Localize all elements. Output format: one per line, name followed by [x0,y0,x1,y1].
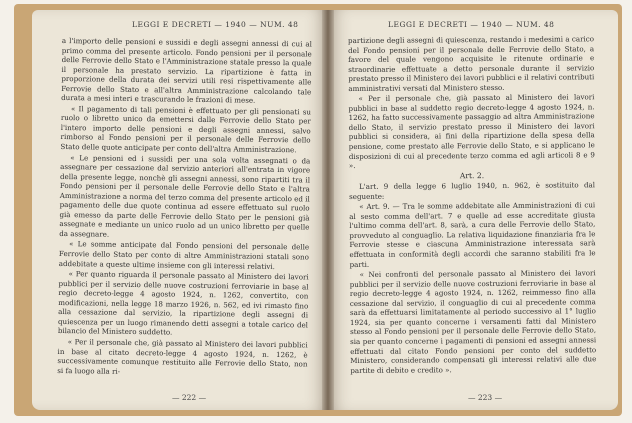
right-page-number: — 223 — [468,393,503,402]
left-paragraph: « Il pagamento di tali pensioni è effettuato per gli pensionati su ruolo o libretto unico da emettersi dalle Ferrovie dello Stato per l'intero importo delle pensioni e degli assegni annessi, salvo rimborso al Fondo pensioni per il personale delle Ferrovie dello Stato delle quote anticipate per conto dell'altra Amministrazione. [60,103,312,155]
left-paragraph: « Le somme anticipate dal Fondo pensioni del personale delle Ferrovie dello Stato per conto di altre Amministrazioni statali sono addebitate a queste ultime insieme con gli interessi relativi. [58,239,310,271]
left-page-text [57,36,312,380]
right-paragraph: « Art. 9. — Tra le somme addebitate alle Amministrazioni di cui al sesto comma dell'art. 7 e quelle ad esse accreditate giusta l'ultimo comma dell'art. 8, sarà, a cura delle Ferrovie dello Stato, provveduto al conguaglio. La relativa liquidazione finanziaria fra le Ferrovie stesse e ciascuna Amministrazione interessata sarà effettuata in conformità degli accordi che saranno stabiliti fra le parti. [349,200,596,269]
right-paragraph: « Per il personale che, già passato al Ministero dei lavori pubblici in base al suddetto regio decreto-legge 4 agosto 1924, n. 1262, ha fatto successivamente passaggio ad altra Amministrazione dello Stato, il servizio prestato presso il Ministero dei lavori pubblici si considera, ai fini della ripartizione della spesa della pensione, come prestato alle Ferrovie dello Stato, e si applicano le disposizioni di cui al precedente terzo comma ed agli articoli 8 e 9 ». [348,92,595,171]
left-paragraph: a l'importo delle pensioni e sussidi e degli assegni annessi di cui al primo comma del presente articolo. Fondo pensioni per il personale delle Ferrovie dello Stato e l'Amministrazione statale presso la quale il personale ha prestato servizio. La ripartizione è fatta in proporzione della durata dei servizi utili resi rispettivamente alle Ferrovie dello Stato e all'altra Amministrazione calcolando tale durata a mesi interi e trascurando le frazioni di mese. [61,36,312,105]
right-page [328,10,618,410]
left-page [32,10,328,410]
left-paragraph: « Per quanto riguarda il personale passato al Ministero dei lavori pubblici per il servizio delle nuove costruzioni ferroviarie in base al regio decreto-legge 4 agosto 1924, n. 1262, convertito, con modificazioni, nella legge 18 marzo 1926, n. 562, ed ivi rimasto fino alla cessazione dal servizio, la ripartizione degli assegni di quiescenza per un luogo rimanendo detti assegni a totale carico del bilancio del Ministero suddetto. [57,269,309,337]
right-page-text [348,34,596,376]
left-page-number: — 222 — [172,393,207,402]
right-paragraph: L'art. 9 della legge 6 luglio 1940, n. 962, è sostituito dal seguente: [349,180,596,201]
article-heading: Art. 2. [459,170,485,180]
left-running-header: LEGGI E DECRETI — 1940 — NUM. 48 [132,20,299,29]
left-paragraph: « Le pensioni ed i sussidi per una sola volta assegnati o da assegnare per cessazione dal servizio anteriori all'entrata in vigore della presente legge, nonchè gli assegni annessi, sono ripartiti tra il Fondo pensioni per il personale delle Ferrovie dello Stato e l'altra Amministrazione a norma del terzo comma del presente articolo ed il pagamento delle due quote continua ad essere effettuato sul ruolo già emesso da parte delle Ferrovie dello Stato per le pensioni già assegnate e mediante un unico ruolo ad un unico libretto per quelle da assegnare. [59,152,311,239]
right-paragraph: partizione degli assegni di quiescenza, restando i medesimi a carico del Fondo pensioni per il personale delle Ferrovie dello Stato, a favore del quale vengono acquisite le ritenute ordinarie e straordinarie effettuate a detto personale durante il servizio prestato presso il Ministero dei lavori pubblici e il relativi contributi amministrativi versati dal Ministero stesso. [348,34,595,93]
open-book [14,4,622,416]
right-paragraph: « Nei confronti del personale passato al Ministero dei lavori pubblici per il servizio delle nuove costruzioni ferroviarie in base al regio decreto-legge 4 agosto 1924, n. 1262, reimmesso fino alla cessazione dal servizio, il conguaglio di cui al precedente comma sarà da effettuarsi limitatamente al periodo successivo al 1° luglio 1924, sia per quanto concerne i versamenti fatti dal Ministero stesso al Fondo pensioni per il personale delle Ferrovie dello Stato, sia per quanto concerne i pagamenti di pensioni ed assegni annessi effettuati dal citato Fondo pensioni per conto del suddetto Ministero, considerando compensati gli interessi relativi alle due partite di debito e credito ». [349,268,597,375]
right-running-header: LEGGI E DECRETI — 1940 — NUM. 48 [388,20,555,29]
book-gutter [322,10,334,410]
left-paragraph: « Per il personale che, già passato al Ministero dei lavori pubblici in base al citato decreto-legge 4 agosto 1924, n. 1262, è successivamente comunque restituito alle Ferrovie dello Stato, non si fa luogo alla ri- [57,337,308,376]
